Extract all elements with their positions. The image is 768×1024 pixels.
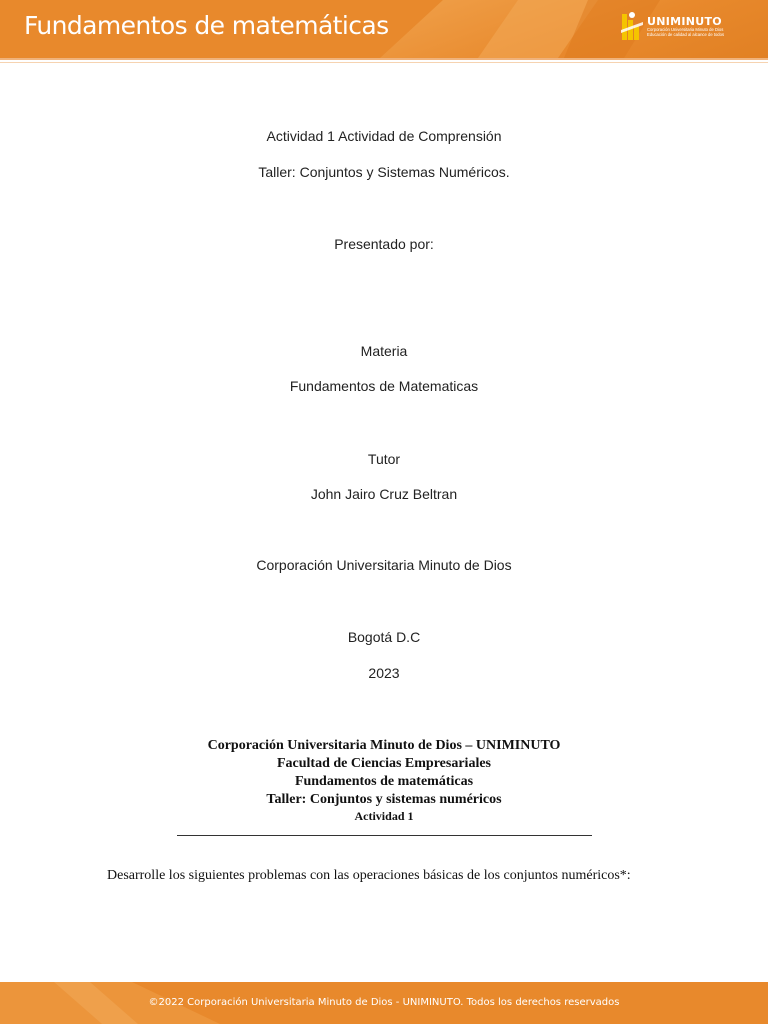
year: 2023	[368, 665, 400, 681]
heading-rule	[177, 835, 592, 836]
subject-name: Fundamentos de Matematicas	[289, 378, 479, 394]
activity-title: Actividad 1 Actividad de Comprensión	[266, 128, 502, 144]
institution-name: Corporación Universitaria Minuto de Dios	[256, 557, 512, 573]
header-divider	[0, 62, 768, 63]
doc-heading-activity: Actividad 1	[354, 809, 414, 823]
tutor-name: John Jairo Cruz Beltran	[310, 486, 458, 502]
doc-heading-workshop: Taller: Conjuntos y sistemas numéricos	[266, 792, 502, 807]
presented-by-label: Presentado por:	[334, 236, 434, 252]
logo-subtitle	[647, 27, 724, 37]
uniminuto-logo-mark-icon	[619, 10, 645, 44]
page-footer	[0, 982, 768, 1024]
instructions-paragraph: Desarrolle los siguientes problemas con las operaciones básicas de los conjuntos numéricos*:	[107, 868, 631, 883]
tutor-label: Tutor	[367, 451, 401, 467]
course-title: Fundamentos de matemáticas	[24, 11, 389, 40]
page-header	[0, 0, 768, 58]
logo-subtitle-line: Educación de calidad al alcance de todos	[647, 32, 725, 37]
city: Bogotá D.C	[347, 629, 421, 645]
doc-heading-institution: Corporación Universitaria Minuto de Dios – UNIMINUTO	[207, 738, 561, 753]
doc-heading-course: Fundamentos de matemáticas	[294, 774, 474, 789]
subject-label: Materia	[360, 343, 408, 359]
copyright-text: ©2022 Corporación Universitaria Minuto de Dios - UNIMINUTO. Todos los derechos reservados	[148, 997, 620, 1008]
header-divider	[0, 58, 768, 60]
doc-heading-faculty: Facultad de Ciencias Empresariales	[276, 756, 491, 771]
workshop-title: Taller: Conjuntos y Sistemas Numéricos.	[258, 164, 510, 180]
logo-subtitle-line: Corporación Universitaria Minuto de Dios	[647, 27, 724, 32]
logo-name: UNIMINUTO	[647, 15, 722, 28]
uniminuto-logo	[619, 10, 749, 44]
